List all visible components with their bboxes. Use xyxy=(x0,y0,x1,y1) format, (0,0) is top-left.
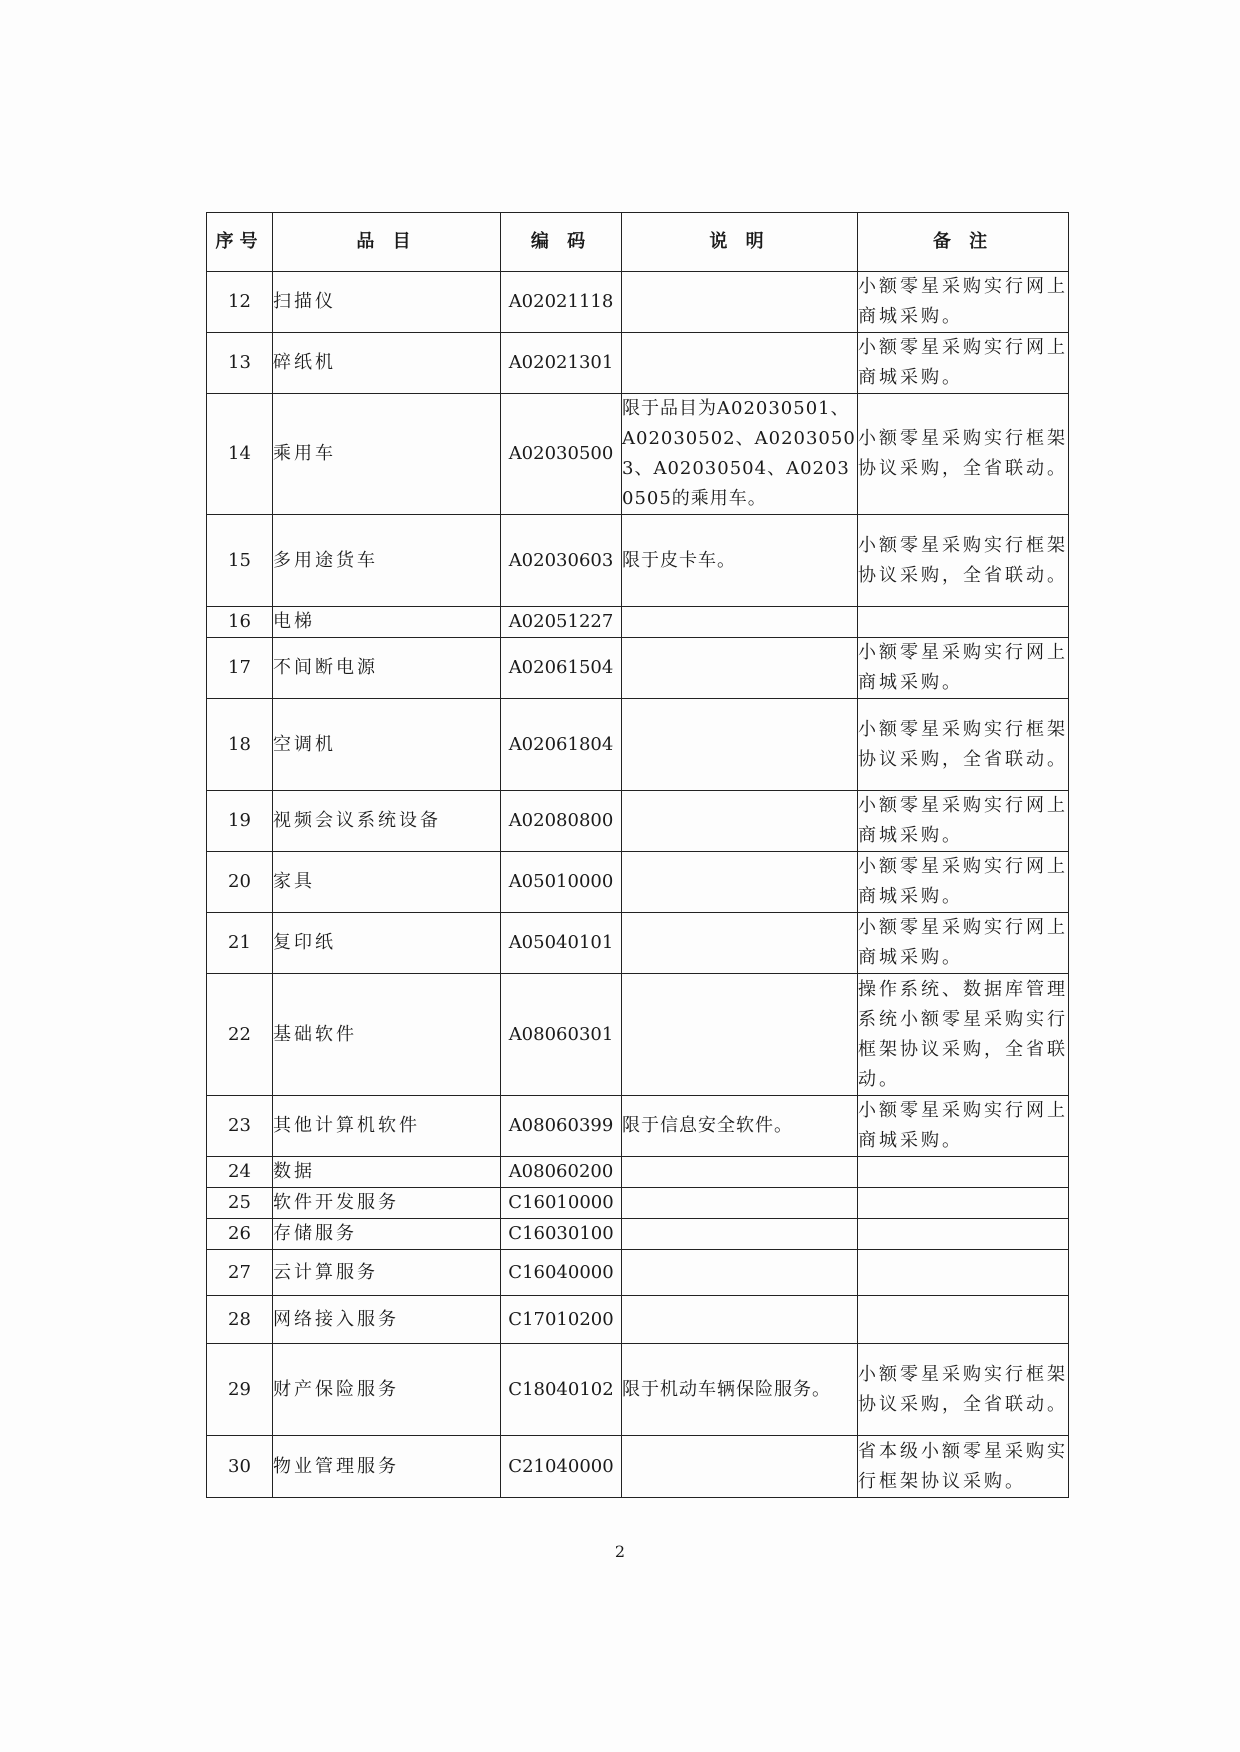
table-header-row xyxy=(207,213,1069,272)
row-seq: 15 xyxy=(207,515,273,607)
row-desc xyxy=(622,699,858,791)
row-code: C18040102 xyxy=(501,1344,622,1436)
table-row xyxy=(207,394,1069,515)
row-desc: 限于皮卡车。 xyxy=(622,515,858,607)
row-seq: 30 xyxy=(207,1436,273,1498)
row-name: 多用途货车 xyxy=(273,515,501,607)
row-seq: 25 xyxy=(207,1188,273,1219)
row-note: 小额零星采购实行网上商城采购。 xyxy=(858,638,1069,699)
row-seq: 19 xyxy=(207,791,273,852)
table-row xyxy=(207,791,1069,852)
row-name: 其他计算机软件 xyxy=(273,1096,501,1157)
row-name: 乘用车 xyxy=(273,394,501,515)
row-desc: 限于品目为A02030501、A02030502、A02030503、A02030504、A02030505的乘用车。 xyxy=(622,394,858,515)
row-desc xyxy=(622,913,858,974)
row-desc xyxy=(622,607,858,638)
row-seq: 23 xyxy=(207,1096,273,1157)
row-note xyxy=(858,1250,1069,1296)
row-code: A02030500 xyxy=(501,394,622,515)
row-code: A02030603 xyxy=(501,515,622,607)
table-row xyxy=(207,699,1069,791)
table-row xyxy=(207,1250,1069,1296)
row-seq: 18 xyxy=(207,699,273,791)
table-body xyxy=(207,272,1069,1498)
row-desc: 限于机动车辆保险服务。 xyxy=(622,1344,858,1436)
row-name: 电梯 xyxy=(273,607,501,638)
row-note: 省本级小额零星采购实行框架协议采购。 xyxy=(858,1436,1069,1498)
row-seq: 14 xyxy=(207,394,273,515)
row-note xyxy=(858,1296,1069,1344)
row-desc xyxy=(622,1157,858,1188)
row-seq: 29 xyxy=(207,1344,273,1436)
header-name: 品 目 xyxy=(273,213,501,272)
row-name: 数据 xyxy=(273,1157,501,1188)
row-desc xyxy=(622,1250,858,1296)
table-row xyxy=(207,1219,1069,1250)
row-seq: 16 xyxy=(207,607,273,638)
row-note: 小额零星采购实行网上商城采购。 xyxy=(858,272,1069,333)
row-code: C21040000 xyxy=(501,1436,622,1498)
row-code: C16010000 xyxy=(501,1188,622,1219)
row-seq: 22 xyxy=(207,974,273,1096)
row-note: 小额零星采购实行网上商城采购。 xyxy=(858,852,1069,913)
procurement-catalog-table xyxy=(206,212,1069,1498)
table-row xyxy=(207,1296,1069,1344)
row-note xyxy=(858,607,1069,638)
row-note xyxy=(858,1188,1069,1219)
row-code: A02061504 xyxy=(501,638,622,699)
row-note: 操作系统、数据库管理系统小额零星采购实行框架协议采购，全省联动。 xyxy=(858,974,1069,1096)
row-desc: 限于信息安全软件。 xyxy=(622,1096,858,1157)
row-name: 不间断电源 xyxy=(273,638,501,699)
row-code: C16040000 xyxy=(501,1250,622,1296)
table-row xyxy=(207,1096,1069,1157)
header-code: 编 码 xyxy=(501,213,622,272)
table-row xyxy=(207,638,1069,699)
row-desc xyxy=(622,1219,858,1250)
row-desc xyxy=(622,1296,858,1344)
header-desc: 说 明 xyxy=(622,213,858,272)
page-number: 2 xyxy=(614,1542,626,1561)
row-desc xyxy=(622,852,858,913)
row-code: A02061804 xyxy=(501,699,622,791)
row-name: 视频会议系统设备 xyxy=(273,791,501,852)
row-seq: 27 xyxy=(207,1250,273,1296)
row-code: A02021301 xyxy=(501,333,622,394)
row-code: A08060200 xyxy=(501,1157,622,1188)
table-row xyxy=(207,1436,1069,1498)
row-note xyxy=(858,1157,1069,1188)
row-seq: 20 xyxy=(207,852,273,913)
row-code: C17010200 xyxy=(501,1296,622,1344)
table-row xyxy=(207,913,1069,974)
row-code: A02051227 xyxy=(501,607,622,638)
row-seq: 12 xyxy=(207,272,273,333)
table-row xyxy=(207,974,1069,1096)
row-note: 小额零星采购实行网上商城采购。 xyxy=(858,913,1069,974)
row-desc xyxy=(622,1436,858,1498)
row-note: 小额零星采购实行框架协议采购，全省联动。 xyxy=(858,1344,1069,1436)
table-row xyxy=(207,607,1069,638)
row-note: 小额零星采购实行框架协议采购，全省联动。 xyxy=(858,515,1069,607)
row-seq: 24 xyxy=(207,1157,273,1188)
table-row xyxy=(207,272,1069,333)
row-name: 物业管理服务 xyxy=(273,1436,501,1498)
row-code: A05040101 xyxy=(501,913,622,974)
row-note xyxy=(858,1219,1069,1250)
row-name: 云计算服务 xyxy=(273,1250,501,1296)
row-name: 扫描仪 xyxy=(273,272,501,333)
row-note: 小额零星采购实行网上商城采购。 xyxy=(858,333,1069,394)
row-code: A05010000 xyxy=(501,852,622,913)
row-desc xyxy=(622,791,858,852)
table-row xyxy=(207,1157,1069,1188)
row-code: A02021118 xyxy=(501,272,622,333)
row-name: 复印纸 xyxy=(273,913,501,974)
row-code: A02080800 xyxy=(501,791,622,852)
row-seq: 26 xyxy=(207,1219,273,1250)
row-name: 空调机 xyxy=(273,699,501,791)
row-desc xyxy=(622,974,858,1096)
row-seq: 13 xyxy=(207,333,273,394)
table-row xyxy=(207,1344,1069,1436)
row-code: A08060399 xyxy=(501,1096,622,1157)
row-seq: 17 xyxy=(207,638,273,699)
row-name: 基础软件 xyxy=(273,974,501,1096)
row-name: 家具 xyxy=(273,852,501,913)
header-note: 备 注 xyxy=(858,213,1069,272)
header-seq: 序号 xyxy=(207,213,273,272)
row-name: 碎纸机 xyxy=(273,333,501,394)
row-name: 财产保险服务 xyxy=(273,1344,501,1436)
row-seq: 21 xyxy=(207,913,273,974)
row-code: C16030100 xyxy=(501,1219,622,1250)
row-seq: 28 xyxy=(207,1296,273,1344)
row-note: 小额零星采购实行框架协议采购，全省联动。 xyxy=(858,699,1069,791)
table-row xyxy=(207,1188,1069,1219)
table-row xyxy=(207,852,1069,913)
table-row xyxy=(207,515,1069,607)
row-code: A08060301 xyxy=(501,974,622,1096)
row-name: 网络接入服务 xyxy=(273,1296,501,1344)
row-desc xyxy=(622,638,858,699)
table-row xyxy=(207,333,1069,394)
row-note: 小额零星采购实行网上商城采购。 xyxy=(858,791,1069,852)
row-name: 存储服务 xyxy=(273,1219,501,1250)
row-note: 小额零星采购实行框架协议采购，全省联动。 xyxy=(858,394,1069,515)
row-desc xyxy=(622,272,858,333)
row-note: 小额零星采购实行网上商城采购。 xyxy=(858,1096,1069,1157)
row-desc xyxy=(622,333,858,394)
row-name: 软件开发服务 xyxy=(273,1188,501,1219)
row-desc xyxy=(622,1188,858,1219)
